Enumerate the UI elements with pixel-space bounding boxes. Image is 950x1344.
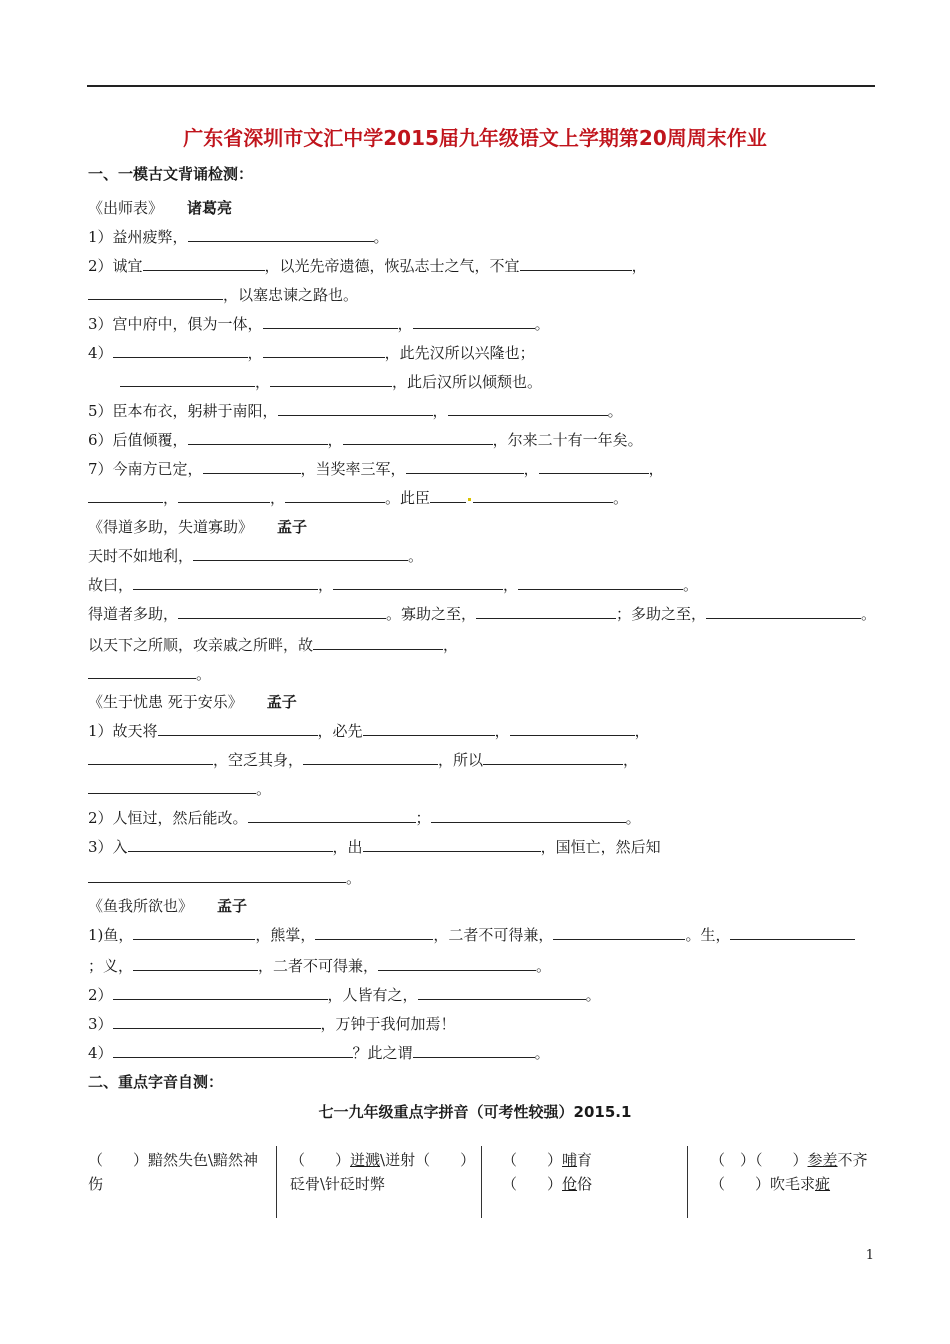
- answer-blank[interactable]: [553, 925, 685, 940]
- answer-blank[interactable]: [448, 401, 608, 416]
- answer-blank[interactable]: [120, 372, 255, 387]
- answer-blank[interactable]: [406, 459, 524, 474]
- answer-blank[interactable]: [278, 401, 433, 416]
- answer-blank[interactable]: [193, 546, 408, 561]
- pinyin-cell-2: （ ）迸溅\迸射（ ） 砭骨\针砭时弊: [290, 1151, 476, 1193]
- poem-title-chushibiao: 《出师表》 诸葛亮: [88, 199, 233, 217]
- question-line: 4） ？此之谓 。: [88, 1044, 550, 1062]
- pinyin-cell-1: （ ）黯然失色\黯然神 伤: [88, 1151, 259, 1193]
- answer-blank[interactable]: [133, 956, 258, 971]
- answer-blank[interactable]: [520, 256, 632, 271]
- question-line: 3）入 ，出 ，国恒亡，然后知: [88, 838, 661, 856]
- question-line: 6）后值倾覆， ， ，尔来二十有一年矣。: [88, 431, 643, 449]
- poem-title-yuwo: 《鱼我所欲也》 孟子: [88, 897, 248, 915]
- answer-blank[interactable]: [473, 488, 613, 503]
- answer-blank[interactable]: [88, 488, 163, 503]
- answer-blank[interactable]: [203, 459, 301, 474]
- column-divider: [687, 1146, 688, 1218]
- pinyin-cell-3: （ ）哺育 （ ）伧俗: [502, 1151, 593, 1193]
- answer-blank[interactable]: [188, 430, 328, 445]
- question-line: ，以塞忠谏之路也。: [88, 285, 358, 305]
- question-line: ，空乏其身， ，所以 ，: [88, 750, 638, 770]
- answer-blank[interactable]: [303, 750, 438, 765]
- question-line: 。: [88, 868, 361, 888]
- answer-blank[interactable]: [158, 721, 318, 736]
- answer-blank[interactable]: [413, 1043, 535, 1058]
- question-line: ， ， 。此臣 。: [88, 488, 628, 508]
- poem-author: 孟子: [277, 518, 308, 536]
- poem-title-shengyu: 《生于忧患 死于安乐》 孟子: [88, 693, 297, 711]
- answer-blank[interactable]: [730, 925, 855, 940]
- question-line: 1）益州疲弊， 。: [88, 228, 389, 246]
- question-line: 1）故天将 ，必先 ， ，: [88, 722, 650, 740]
- question-line: 2） ，人皆有之， 。: [88, 986, 601, 1004]
- answer-blank[interactable]: [88, 868, 346, 883]
- poem-author: 孟子: [217, 897, 248, 915]
- question-line: 得道者多助， 。寡助之至， ；多助之至， 。: [88, 605, 877, 623]
- answer-blank[interactable]: [413, 314, 535, 329]
- question-line: 4） ， ，此先汉所以兴隆也；: [88, 344, 535, 362]
- page-title: 广东省深圳市文汇中学2015届九年级语文上学期第20周周末作业: [183, 126, 767, 150]
- question-line: 1)鱼， ，熊掌， ，二者不可得兼， 。生，: [88, 925, 855, 945]
- question-line: 故曰， ， ， 。: [88, 576, 699, 594]
- poem-title-dedao: 《得道多助，失道寡助》 孟子: [88, 518, 308, 536]
- answer-blank[interactable]: [363, 837, 541, 852]
- answer-blank[interactable]: [113, 343, 248, 358]
- answer-blank[interactable]: [88, 750, 213, 765]
- question-line: 2）诚宜 ，以光先帝遗德，恢弘志士之气，不宜 ，: [88, 257, 647, 275]
- answer-blank[interactable]: [378, 956, 536, 971]
- answer-blank[interactable]: [178, 604, 386, 619]
- answer-blank[interactable]: [539, 459, 649, 474]
- answer-blank[interactable]: [113, 1014, 321, 1029]
- answer-blank[interactable]: [430, 488, 466, 503]
- poem-author: 孟子: [266, 693, 297, 711]
- answer-blank[interactable]: [263, 343, 385, 358]
- pinyin-cell-4: （ ）（ ）参差不齐 （ ）吹毛求疵: [710, 1151, 868, 1193]
- answer-blank[interactable]: [510, 721, 635, 736]
- answer-blank[interactable]: [113, 1043, 353, 1058]
- page-number: 1: [865, 1248, 874, 1263]
- answer-blank[interactable]: [88, 285, 223, 300]
- answer-blank[interactable]: [88, 779, 256, 794]
- answer-blank[interactable]: [363, 721, 495, 736]
- answer-blank[interactable]: [113, 985, 328, 1000]
- question-line: ， ，此后汉所以倾颓也。: [120, 372, 542, 392]
- answer-blank[interactable]: [418, 985, 586, 1000]
- section2-subtitle: 七一九年级重点字拼音（可考性较强）2015.1: [318, 1103, 632, 1121]
- answer-blank[interactable]: [270, 372, 392, 387]
- question-line: 。: [88, 779, 271, 799]
- poem-author: 诸葛亮: [187, 199, 233, 217]
- answer-blank[interactable]: [143, 256, 265, 271]
- answer-blank[interactable]: [285, 488, 385, 503]
- answer-blank[interactable]: [518, 575, 683, 590]
- answer-blank[interactable]: [263, 314, 398, 329]
- answer-blank[interactable]: [133, 575, 318, 590]
- answer-blank[interactable]: [706, 604, 861, 619]
- question-line: 天时不如地利， 。: [88, 547, 424, 565]
- mark-dot: [468, 498, 471, 501]
- answer-blank[interactable]: [315, 925, 433, 940]
- question-line: 3） ，万钟于我何加焉！: [88, 1015, 456, 1033]
- answer-blank[interactable]: [188, 227, 374, 242]
- answer-blank[interactable]: [343, 430, 493, 445]
- question-line: 7）今南方已定， ，当奖率三军， ， ，: [88, 460, 664, 478]
- answer-blank[interactable]: [333, 575, 503, 590]
- answer-blank[interactable]: [133, 925, 255, 940]
- answer-blank[interactable]: [248, 808, 416, 823]
- top-rule: [87, 85, 875, 87]
- answer-blank[interactable]: [128, 837, 333, 852]
- answer-blank[interactable]: [88, 664, 196, 679]
- question-line: 5）臣本布衣，躬耕于南阳， ， 。: [88, 402, 623, 420]
- section1-heading: 一、一模古文背诵检测：: [88, 165, 254, 183]
- column-divider: [276, 1146, 277, 1218]
- question-line: 以天下之所顺，攻亲戚之所畔，故 ，: [88, 636, 459, 654]
- answer-blank[interactable]: [483, 750, 623, 765]
- question-line: 3）宫中府中，俱为一体， ， 。: [88, 315, 550, 333]
- question-line: 2）人恒过，然后能改。 ； 。: [88, 809, 641, 827]
- section2-heading: 二、重点字音自测：: [88, 1073, 224, 1091]
- column-divider: [481, 1146, 482, 1218]
- answer-blank[interactable]: [178, 488, 270, 503]
- answer-blank[interactable]: [476, 604, 616, 619]
- question-line: 。: [88, 664, 211, 684]
- answer-blank[interactable]: [313, 635, 443, 650]
- question-line: ；义， ，二者不可得兼， 。: [88, 957, 552, 975]
- answer-blank[interactable]: [431, 808, 626, 823]
